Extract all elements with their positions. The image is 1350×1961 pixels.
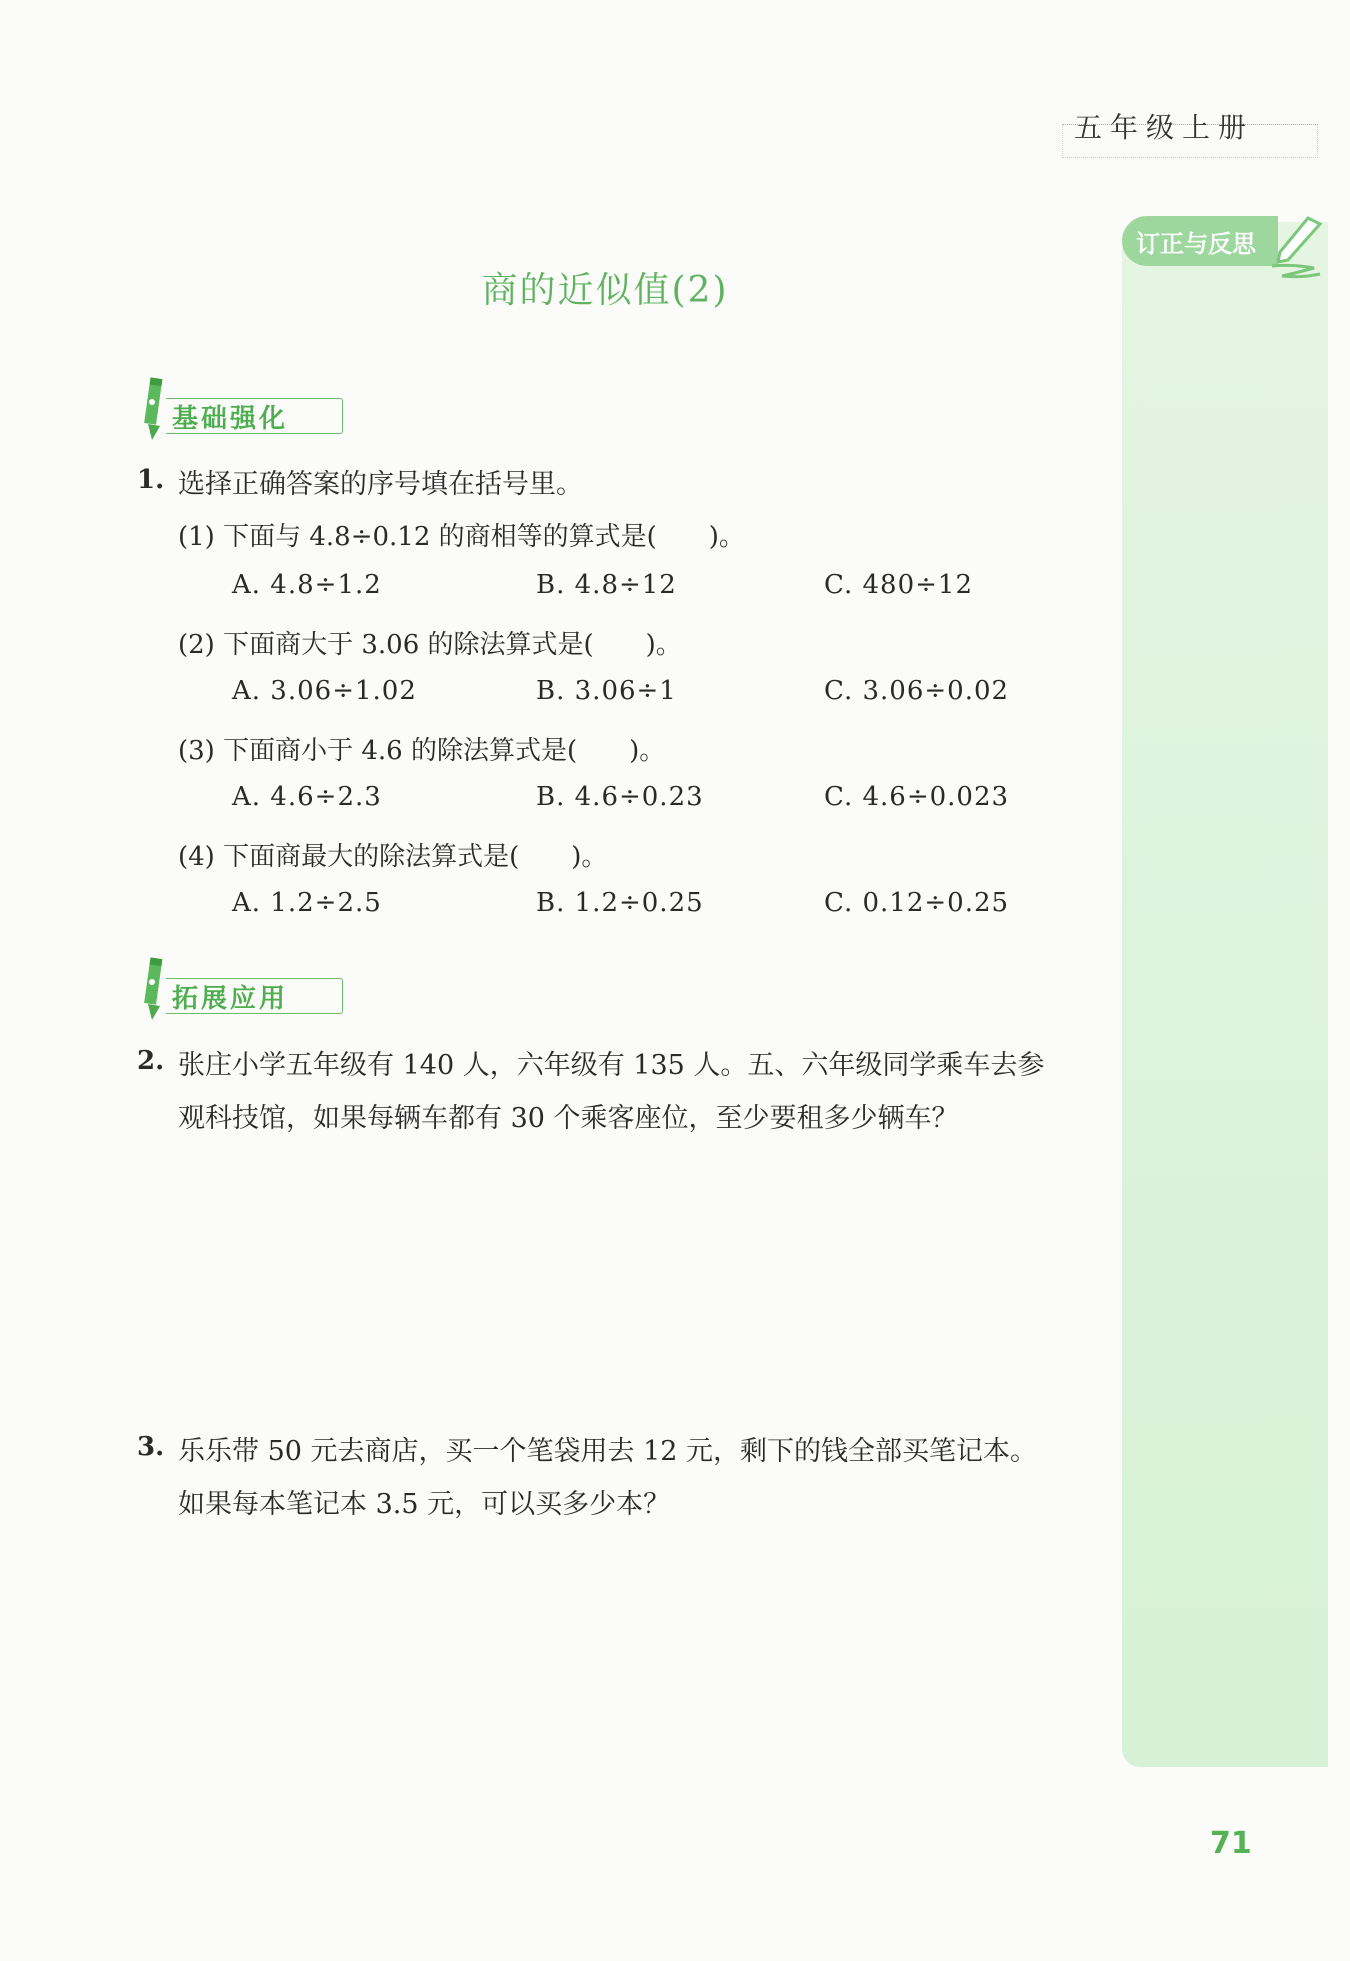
section-basic-head	[140, 376, 340, 440]
question-1-item-3-stem: (3) 下面商小于 4.6 的除法算式是( )。	[178, 736, 666, 766]
pen-icon	[1262, 214, 1328, 284]
question-3-line-1: 乐乐带 50 元去商店，买一个笔袋用去 12 元，剩下的钱全部买笔记本。	[178, 1436, 1038, 1467]
section-label: 拓展应用	[172, 984, 289, 1014]
reflection-column	[1122, 222, 1328, 1767]
option-c: C. 480÷12	[824, 570, 973, 600]
question-1-stem: 选择正确答案的序号填在括号里。	[178, 469, 583, 500]
section-label: 基础强化	[172, 404, 289, 434]
question-1-item-2-stem: (2) 下面商大于 3.06 的除法算式是( )。	[178, 630, 682, 660]
question-3-line-2: 如果每本笔记本 3.5 元，可以买多少本？	[178, 1489, 671, 1520]
option-b: B. 3.06÷1	[536, 676, 677, 706]
option-b: B. 4.8÷12	[536, 570, 677, 600]
grade-label: 五年级上册	[1073, 111, 1254, 144]
option-c: C. 4.6÷0.023	[824, 782, 1010, 812]
section-extended-head	[140, 956, 340, 1020]
option-b: B. 4.6÷0.23	[536, 782, 704, 812]
option-b: B. 1.2÷0.25	[536, 888, 704, 918]
page-title: 商的近似值(2)	[481, 270, 729, 311]
reflection-tab-label: 订正与反思	[1136, 230, 1256, 258]
pencil-icon	[140, 376, 166, 442]
question-2-line-1: 张庄小学五年级有 140 人，六年级有 135 人。五、六年级同学乘车去参	[178, 1050, 1045, 1081]
page-number: 71	[1210, 1826, 1252, 1861]
pencil-icon	[140, 956, 166, 1022]
question-3-number: 3.	[137, 1432, 165, 1462]
option-c: C. 0.12÷0.25	[824, 888, 1010, 918]
question-1-number: 1.	[137, 465, 165, 495]
question-2-line-2: 观科技馆，如果每辆车都有 30 个乘客座位，至少要租多少辆车？	[178, 1103, 959, 1134]
option-a: A. 4.6÷2.3	[232, 782, 382, 812]
option-a: A. 1.2÷2.5	[232, 888, 382, 918]
question-2-number: 2.	[137, 1046, 165, 1076]
question-1-item-1-stem: (1) 下面与 4.8÷0.12 的商相等的算式是( )。	[178, 522, 745, 552]
question-1-item-4-stem: (4) 下面商最大的除法算式是( )。	[178, 842, 608, 872]
option-c: C. 3.06÷0.02	[824, 676, 1010, 706]
option-a: A. 3.06÷1.02	[232, 676, 417, 706]
option-a: A. 4.8÷1.2	[232, 570, 382, 600]
